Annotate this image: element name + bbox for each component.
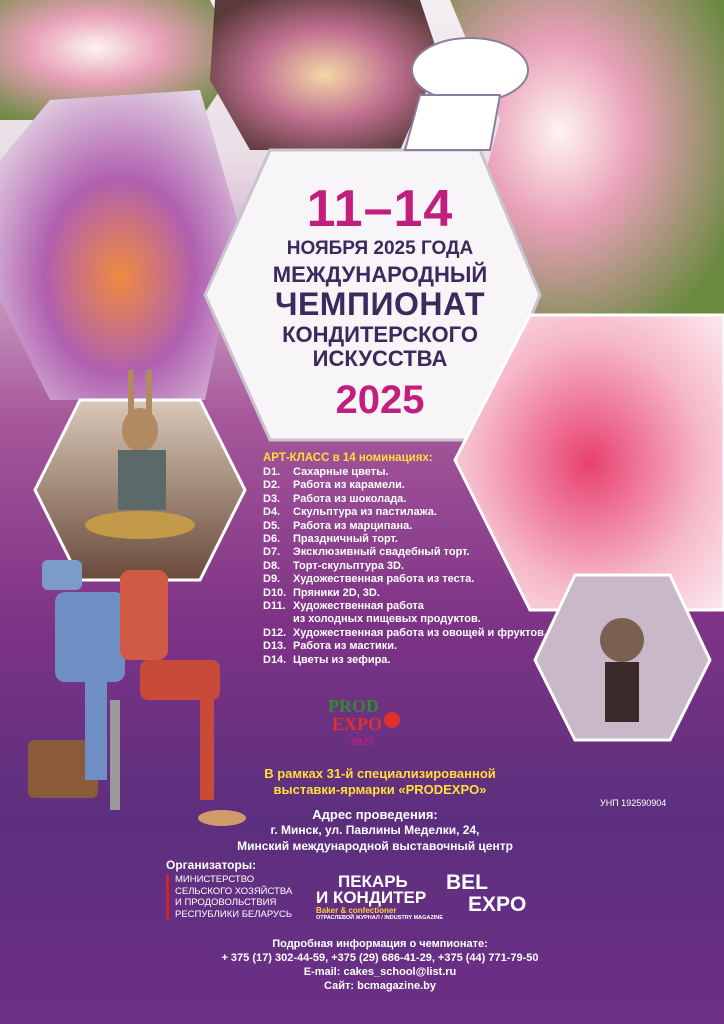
nomination-item — [263, 466, 547, 479]
nomination-text: Праздничный торт. — [293, 533, 398, 546]
nomination-item — [263, 560, 547, 573]
prodexpo-logo-text: EXPO — [332, 714, 383, 734]
ministry-line-2: СЕЛЬСКОГО ХОЗЯЙСТВА — [175, 885, 293, 897]
organizers-heading: Организаторы: — [166, 858, 257, 872]
nomination-text: Работа из шоколада. — [293, 492, 407, 505]
ministry-line-1: МИНИСТЕРСТВО — [175, 874, 255, 885]
nomination-item — [263, 627, 547, 640]
nomination-item — [263, 640, 547, 653]
nomination-code: D12. — [263, 626, 287, 639]
title-line-2: ЧЕМПИОНАТ — [274, 286, 486, 322]
venue-address — [180, 807, 570, 854]
contacts-heading: Подробная информация о чемпионате: — [272, 938, 488, 950]
nomination-item — [263, 600, 547, 627]
prodexpo-logo — [306, 690, 416, 750]
nominations-title: АРТ-КЛАСС в 14 номинациях: — [263, 452, 433, 464]
exhibition-note — [240, 766, 520, 798]
contacts-phones: + 375 (17) 302-44-59, +375 (29) 686-41-29, +375 (44) 771-79-50 — [221, 952, 539, 964]
prodexpo-logo-text: PROD — [328, 696, 379, 716]
nomination-item — [263, 520, 547, 533]
exhibition-note-line-1: В рамках 31-й специализированной — [264, 766, 496, 781]
nomination-item — [263, 654, 547, 667]
nomination-code: D14. — [263, 653, 287, 666]
pekar-line-2: И КОНДИТЕР — [316, 888, 427, 907]
belexpo-line-1: BEL — [446, 871, 488, 894]
title-line-3: КОНДИТЕРСКОГО — [282, 322, 478, 347]
nomination-code: D3. — [263, 492, 281, 505]
contacts-email: E-mail: cakes_school@list.ru — [303, 966, 457, 978]
nomination-item — [263, 573, 547, 586]
prodexpo-logo-text: 2025 — [350, 734, 374, 748]
pekar-konditer-logo — [316, 874, 443, 922]
nomination-text: Скульптура из пастилажа. — [293, 506, 437, 519]
pekar-line-1: ПЕКАРЬ — [338, 872, 408, 891]
nomination-text: Работа из карамели. — [293, 479, 405, 492]
nomination-code: D11. — [263, 600, 286, 613]
nomination-code: D5. — [263, 519, 281, 532]
title-line-4: ИСКУССТВА — [312, 346, 448, 371]
nomination-text: Торт-скульптура 3D. — [293, 559, 405, 572]
nomination-code: D2. — [263, 479, 281, 492]
address-heading: Адрес проведения: — [312, 807, 438, 822]
nomination-code: D6. — [263, 533, 281, 546]
nomination-text: Художественная работа из холодных пищевых продуктов. — [293, 600, 481, 626]
event-dates: 11–14 — [306, 180, 454, 238]
nomination-item — [263, 587, 547, 600]
event-year: 2025 — [335, 378, 425, 422]
nomination-text: Сахарные цветы. — [293, 466, 389, 478]
nomination-code: D13. — [263, 640, 287, 653]
nomination-item — [263, 479, 547, 492]
contacts-site: Сайт: bcmagazine.by — [324, 980, 436, 992]
nomination-code: D1. — [263, 466, 281, 478]
title-line-1: МЕЖДУНАРОДНЫЙ — [272, 262, 488, 287]
exhibition-note-line-2: выставки-ярмарки «PRODEXPO» — [273, 782, 487, 797]
belexpo-line-2: EXPO — [468, 893, 527, 916]
nomination-text: Цветы из зефира. — [293, 653, 391, 666]
nomination-text: Работа из мастики. — [293, 640, 398, 653]
pekar-sub2: ОТРАСЛЕВОЙ ЖУРНАЛ / INDUSTRY MAGAZINE — [316, 915, 443, 921]
ministry-line-3: И ПРОДОВОЛЬСТВИЯ — [175, 897, 277, 908]
pekar-sub: Baker & confectioner — [316, 906, 397, 915]
nomination-item — [263, 533, 547, 546]
unp-number: УНП 192590904 — [600, 798, 667, 808]
nomination-item — [263, 546, 547, 559]
nomination-text: Эксклюзивный свадебный торт. — [293, 546, 470, 559]
contacts — [150, 937, 610, 993]
nomination-item — [263, 506, 547, 519]
belexpo-logo — [446, 872, 526, 916]
address-line-2: Минский международной выставочный центр — [237, 839, 513, 853]
nomination-text: Художественная работа из овощей и фруктов. — [293, 626, 547, 639]
event-month-year: НОЯБРЯ 2025 ГОДА — [286, 238, 474, 259]
ministry-logo — [166, 874, 292, 920]
nomination-code: D4. — [263, 506, 281, 519]
address-line-1: г. Минск, ул. Павлины Меделки, 24, — [270, 823, 480, 837]
nomination-code: D8. — [263, 559, 281, 572]
nomination-code: D9. — [263, 573, 281, 586]
nomination-text: Работа из марципана. — [293, 519, 413, 532]
nomination-code: D10. — [263, 586, 287, 599]
nomination-code: D7. — [263, 546, 281, 559]
ministry-line-4: РЕСПУБЛИКИ БЕЛАРУСЬ — [175, 908, 293, 920]
nomination-item — [263, 493, 547, 506]
robot-illustration — [28, 560, 246, 826]
nomination-text: Пряники 2D, 3D. — [293, 586, 380, 599]
nomination-text: Художественная работа из теста. — [293, 573, 475, 586]
nominations-list — [263, 466, 547, 667]
